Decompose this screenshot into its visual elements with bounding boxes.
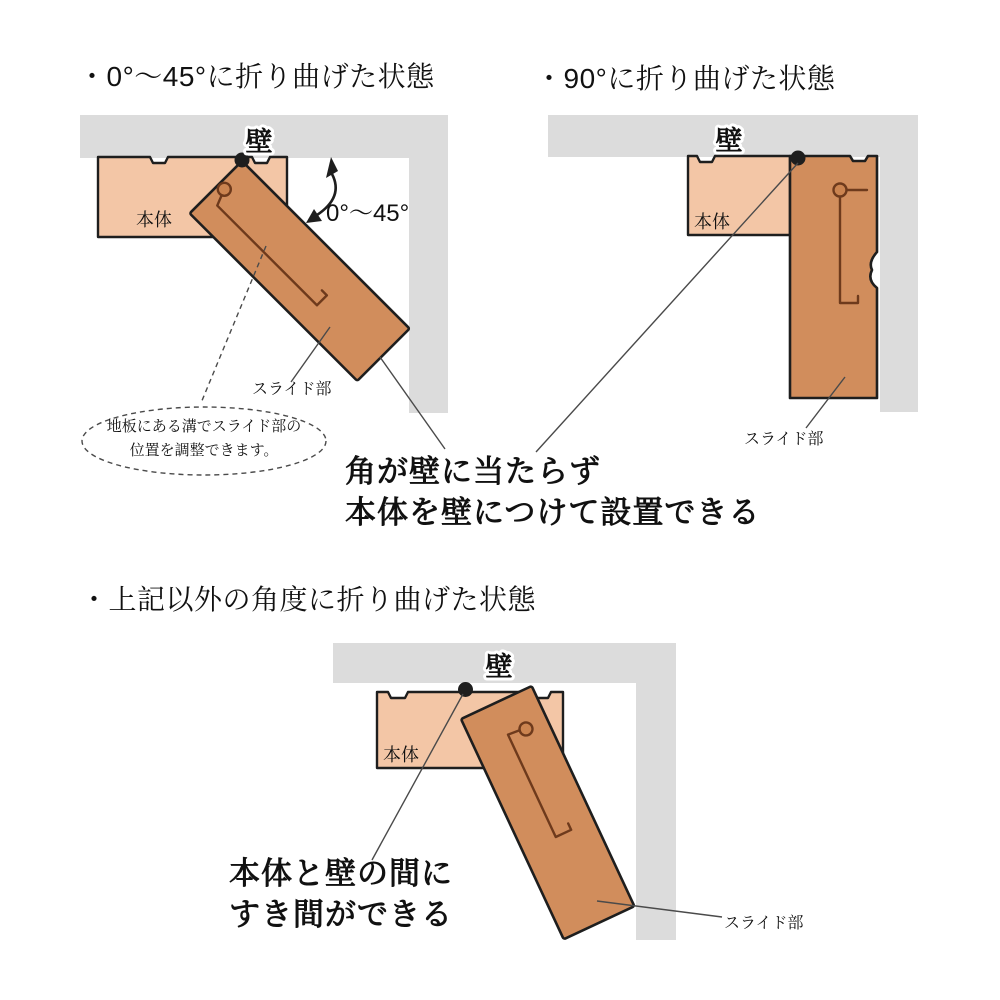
gap-message: [229, 854, 453, 936]
slide-label: スライド部: [252, 381, 332, 398]
center-message-line1: 角が壁に当たらず: [345, 454, 601, 489]
wall-label: 壁: [485, 652, 513, 682]
slide-plate: [461, 686, 634, 939]
hinge-dot: [458, 682, 473, 697]
note-line2: 位置を調整できます。: [129, 442, 279, 459]
center-message: [345, 452, 760, 534]
body-label: 本体: [136, 210, 172, 230]
center-message-line2: 本体を壁につけて設置できる: [345, 494, 761, 530]
wall-label: 壁: [245, 127, 273, 157]
title-fold-other: ・上記以外の角度に折り曲げた状態: [80, 584, 537, 615]
gap-message-line1: 本体と壁の間に: [229, 856, 453, 891]
slide-label: スライド部: [724, 915, 804, 932]
title-fold-0-45: ・0°〜45°に折り曲げた状態: [78, 61, 435, 92]
diagram-fold-0-45: [80, 115, 448, 475]
slide-pin: [834, 184, 847, 197]
body-label: 本体: [694, 212, 730, 232]
gap-message-line2: すき間ができる: [229, 896, 453, 932]
hinge-leader-line: [536, 163, 798, 452]
note-line1: 地板にある溝でスライド部の: [106, 418, 302, 435]
slide-part: [461, 686, 634, 939]
slide-part: [190, 161, 410, 381]
wall-label: 壁: [715, 126, 743, 156]
title-fold-90: ・90°に折り曲げた状態: [535, 63, 836, 94]
body-label: 本体: [383, 745, 419, 765]
diagram-fold-90: [536, 115, 918, 452]
slide-label: スライド部: [744, 431, 824, 448]
angle-range-label: 0°〜45°: [326, 200, 410, 227]
arrow-head-down: [306, 209, 322, 223]
